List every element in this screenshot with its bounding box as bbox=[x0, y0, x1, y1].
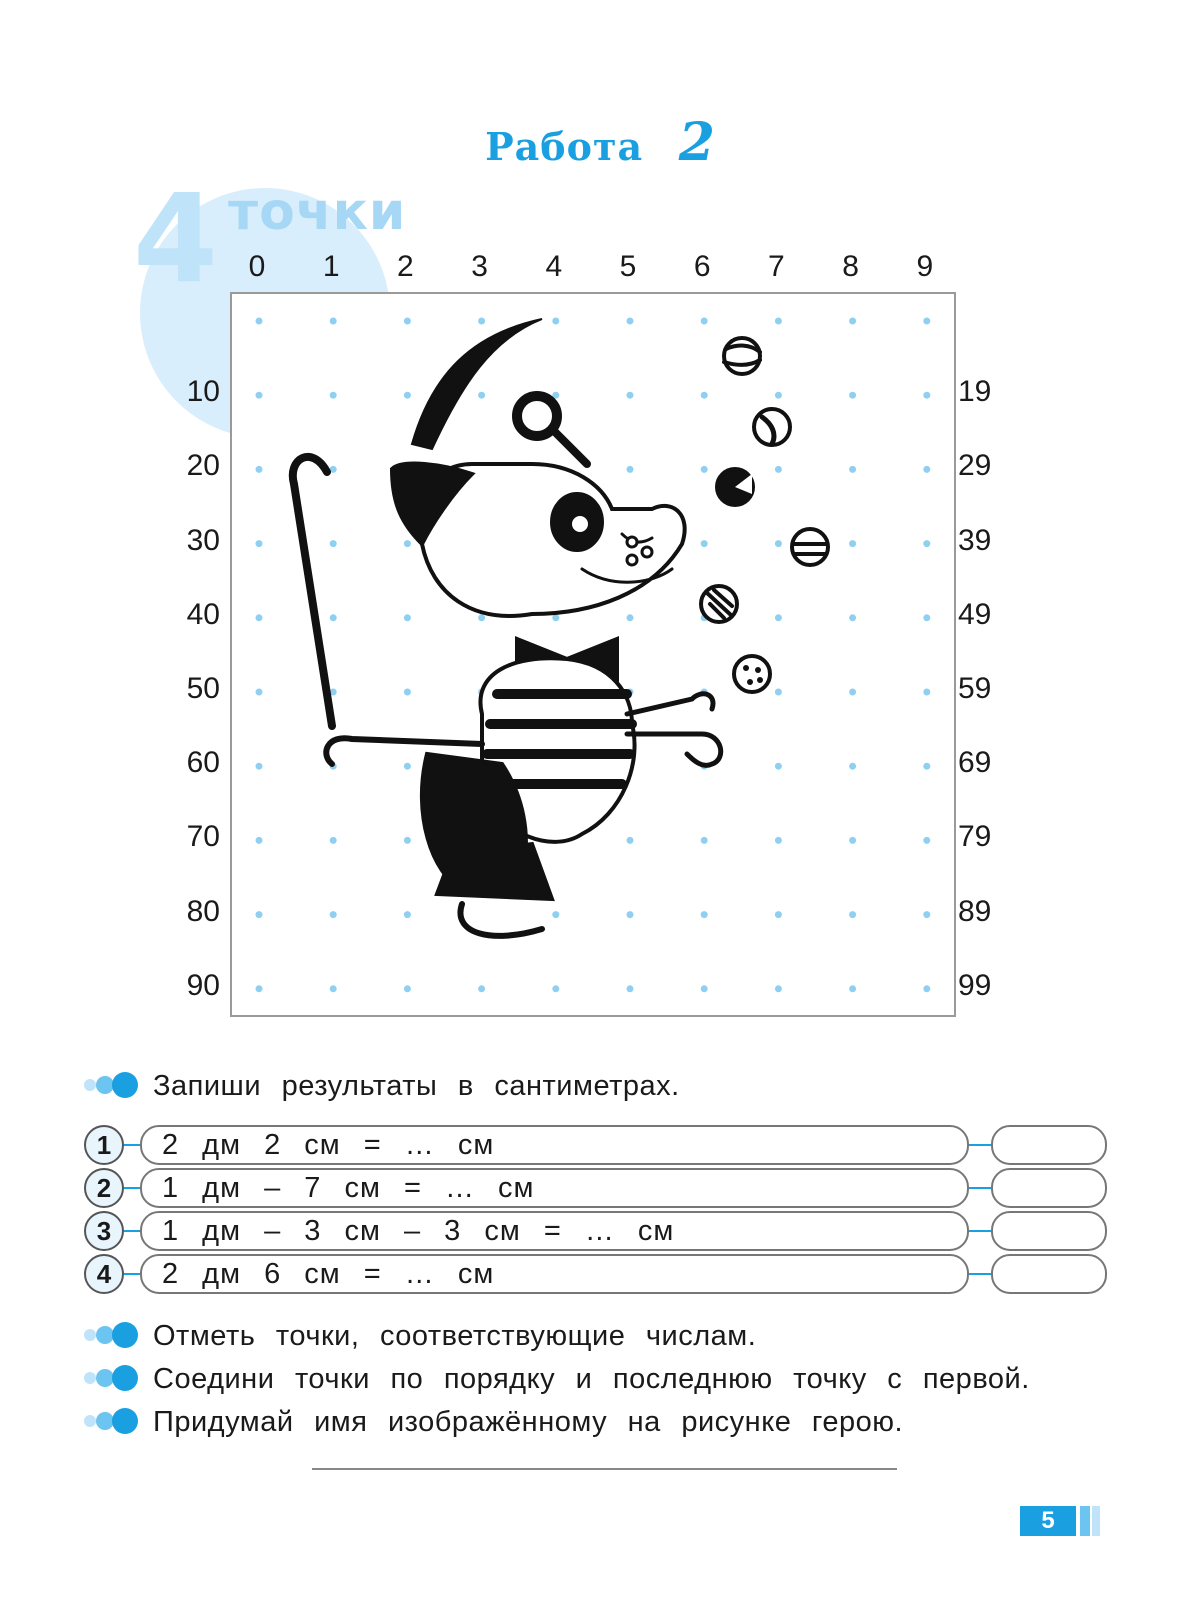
grid-dot[interactable] bbox=[552, 985, 559, 992]
grid-dot[interactable] bbox=[701, 837, 708, 844]
grid-dot[interactable] bbox=[775, 689, 782, 696]
grid-row-label-right: 89 bbox=[958, 894, 992, 928]
answer-field-2[interactable] bbox=[991, 1168, 1107, 1208]
instruction-connect-points: Соедини точки по порядку и последнюю точку с первой. bbox=[153, 1363, 1030, 1395]
grid-column-label: 2 bbox=[397, 250, 414, 283]
grid-dot[interactable] bbox=[627, 466, 634, 473]
grid-dot[interactable] bbox=[552, 318, 559, 325]
grid-dot[interactable] bbox=[775, 614, 782, 621]
grid-dot[interactable] bbox=[849, 318, 856, 325]
grid-dot[interactable] bbox=[849, 689, 856, 696]
grid-dot[interactable] bbox=[256, 689, 263, 696]
grid-dot[interactable] bbox=[256, 614, 263, 621]
grid-dot[interactable] bbox=[923, 911, 930, 918]
instruction-mark-points: Отметь точки, соответствующие числам. bbox=[153, 1320, 757, 1352]
task-row-4 bbox=[84, 1254, 1084, 1294]
grid-dot[interactable] bbox=[404, 837, 411, 844]
grid-dot[interactable] bbox=[256, 763, 263, 770]
connector bbox=[124, 1230, 140, 1232]
grid-dot[interactable] bbox=[849, 392, 856, 399]
grid-row-label-right: 79 bbox=[958, 820, 992, 854]
grid-dot[interactable] bbox=[923, 392, 930, 399]
grid-column-label: 9 bbox=[916, 250, 934, 283]
title-number: 2 bbox=[678, 112, 715, 173]
instruction-name-hero: Придумай имя изображённому на рисунке герою. bbox=[153, 1406, 904, 1438]
grid-dot[interactable] bbox=[256, 837, 263, 844]
grid-dot[interactable] bbox=[923, 540, 930, 547]
dog-drawing bbox=[293, 319, 828, 936]
grid-dot[interactable] bbox=[330, 837, 337, 844]
grid-dot[interactable] bbox=[404, 318, 411, 325]
grid-dot[interactable] bbox=[627, 392, 634, 399]
grid-row-label-right: 19 bbox=[958, 375, 992, 409]
grid-dot[interactable] bbox=[627, 318, 634, 325]
grid-column-label: 4 bbox=[545, 250, 563, 283]
task-expression-box bbox=[140, 1254, 969, 1294]
grid-column-label: 1 bbox=[322, 250, 340, 283]
grid-dot[interactable] bbox=[923, 763, 930, 770]
grid-dot[interactable] bbox=[701, 466, 708, 473]
task-row-3 bbox=[84, 1211, 1084, 1251]
grid-dot[interactable] bbox=[330, 540, 337, 547]
task-expression-box bbox=[140, 1125, 969, 1165]
task-number: 2 bbox=[84, 1168, 124, 1208]
grid-dot[interactable] bbox=[256, 318, 263, 325]
grid-dot[interactable] bbox=[478, 614, 485, 621]
bullet-icon bbox=[84, 1406, 142, 1436]
grid-dot[interactable] bbox=[775, 763, 782, 770]
task-expression-box bbox=[140, 1168, 969, 1208]
connector bbox=[124, 1144, 140, 1146]
grid-dot[interactable] bbox=[701, 911, 708, 918]
grid-row-label-right: 39 bbox=[958, 523, 992, 557]
grid-dot[interactable] bbox=[330, 392, 337, 399]
bullet-icon bbox=[84, 1320, 142, 1350]
task-expression-box bbox=[140, 1211, 969, 1251]
grid-dot[interactable] bbox=[404, 911, 411, 918]
task-number: 4 bbox=[84, 1254, 124, 1294]
grid-dot[interactable] bbox=[256, 985, 263, 992]
badge-word: точки bbox=[228, 182, 407, 242]
grid-column-label: 3 bbox=[471, 250, 488, 283]
grid-svg bbox=[232, 294, 954, 1015]
title-word: Работа bbox=[485, 124, 644, 169]
bullet-icon bbox=[84, 1070, 142, 1100]
grid-row-label-left: 20 bbox=[186, 449, 220, 483]
task-expression: 2 дм 2 см = … см bbox=[162, 1129, 495, 1161]
grid-dot[interactable] bbox=[775, 392, 782, 399]
connector bbox=[969, 1144, 991, 1146]
grid-dot[interactable] bbox=[775, 985, 782, 992]
grid-dot[interactable] bbox=[478, 318, 485, 325]
grid-dot[interactable] bbox=[701, 540, 708, 547]
bullet-icon bbox=[84, 1363, 142, 1393]
grid-row-label-right: 99 bbox=[958, 968, 992, 1002]
grid-column-label: 0 bbox=[248, 250, 266, 283]
page-number: 5 bbox=[1020, 1506, 1076, 1536]
grid-dot[interactable] bbox=[923, 318, 930, 325]
grid-dot[interactable] bbox=[256, 392, 263, 399]
grid-dot[interactable] bbox=[627, 985, 634, 992]
grid-row-label-left: 60 bbox=[186, 746, 220, 780]
grid-dot[interactable] bbox=[701, 985, 708, 992]
answer-field-3[interactable] bbox=[991, 1211, 1107, 1251]
grid-dot[interactable] bbox=[923, 837, 930, 844]
page-title bbox=[0, 112, 1200, 173]
grid-dot[interactable] bbox=[330, 614, 337, 621]
task-expression: 2 дм 6 см = … см bbox=[162, 1258, 495, 1290]
grid-dot[interactable] bbox=[256, 466, 263, 473]
task-row-1 bbox=[84, 1125, 1084, 1165]
grid-dot[interactable] bbox=[923, 985, 930, 992]
grid-row-label-right: 59 bbox=[958, 672, 992, 705]
grid-dot[interactable] bbox=[627, 911, 634, 918]
grid-dot[interactable] bbox=[330, 911, 337, 918]
grid-dot[interactable] bbox=[849, 985, 856, 992]
grid-column-label: 5 bbox=[619, 250, 637, 283]
grid-dot[interactable] bbox=[330, 985, 337, 992]
grid-column-label: 6 bbox=[693, 250, 711, 283]
grid-dot[interactable] bbox=[923, 466, 930, 473]
grid-dot[interactable] bbox=[775, 318, 782, 325]
task-row-2 bbox=[84, 1168, 1084, 1208]
connector bbox=[969, 1273, 991, 1275]
grid-dot[interactable] bbox=[849, 763, 856, 770]
connector bbox=[969, 1187, 991, 1189]
grid-dot[interactable] bbox=[923, 614, 930, 621]
page-strip bbox=[1092, 1506, 1100, 1536]
grid-dot[interactable] bbox=[849, 911, 856, 918]
grid-row-label-left: 90 bbox=[186, 968, 220, 1002]
instruction-write-results: Запиши результаты в сантиметрах. bbox=[153, 1070, 680, 1102]
grid-dot[interactable] bbox=[775, 466, 782, 473]
connector bbox=[969, 1230, 991, 1232]
grid-column-label: 7 bbox=[768, 250, 785, 283]
grid-dot[interactable] bbox=[849, 837, 856, 844]
connector bbox=[124, 1273, 140, 1275]
dot-grid bbox=[230, 292, 956, 1017]
grid-dot[interactable] bbox=[627, 837, 634, 844]
task-number: 3 bbox=[84, 1211, 124, 1251]
task-expression: 1 дм – 3 см – 3 см = … см bbox=[162, 1215, 675, 1247]
grid-dot[interactable] bbox=[478, 392, 485, 399]
page-strip bbox=[1080, 1506, 1090, 1536]
name-answer-line[interactable] bbox=[312, 1468, 897, 1470]
grid-row-label-left: 70 bbox=[186, 820, 220, 854]
grid-dot[interactable] bbox=[404, 985, 411, 992]
grid-row-label-left: 40 bbox=[186, 597, 220, 631]
grid-dot[interactable] bbox=[627, 614, 634, 621]
grid-dot[interactable] bbox=[701, 318, 708, 325]
grid-dot[interactable] bbox=[849, 540, 856, 547]
grid-dot[interactable] bbox=[404, 689, 411, 696]
grid-dot[interactable] bbox=[552, 911, 559, 918]
grid-dot[interactable] bbox=[775, 837, 782, 844]
grid-row-label-right: 69 bbox=[958, 746, 992, 780]
grid-row-label-right: 29 bbox=[958, 449, 992, 483]
task-number: 1 bbox=[84, 1125, 124, 1165]
grid-column-label: 8 bbox=[842, 250, 859, 283]
grid-dot[interactable] bbox=[404, 763, 411, 770]
grid-dot[interactable] bbox=[552, 614, 559, 621]
grid-dot[interactable] bbox=[330, 318, 337, 325]
grid-row-label-right: 49 bbox=[958, 597, 992, 631]
grid-dot[interactable] bbox=[404, 614, 411, 621]
answer-field-1[interactable] bbox=[991, 1125, 1107, 1165]
grid-dot[interactable] bbox=[775, 911, 782, 918]
grid-dot[interactable] bbox=[478, 985, 485, 992]
grid-dot[interactable] bbox=[404, 392, 411, 399]
grid-dot[interactable] bbox=[701, 392, 708, 399]
grid-dot[interactable] bbox=[923, 689, 930, 696]
connector bbox=[124, 1187, 140, 1189]
grid-row-label-left: 10 bbox=[186, 375, 220, 409]
task-expression: 1 дм – 7 см = … см bbox=[162, 1172, 535, 1204]
answer-field-4[interactable] bbox=[991, 1254, 1107, 1294]
grid-dot[interactable] bbox=[256, 540, 263, 547]
badge-number: 4 bbox=[133, 168, 218, 310]
grid-dot[interactable] bbox=[775, 540, 782, 547]
grid-dot[interactable] bbox=[404, 540, 411, 547]
grid-row-label-left: 50 bbox=[186, 672, 220, 705]
grid-dot[interactable] bbox=[256, 911, 263, 918]
grid-dot[interactable] bbox=[849, 614, 856, 621]
grid-row-label-left: 30 bbox=[186, 523, 220, 557]
grid-row-label-left: 80 bbox=[186, 894, 220, 928]
grid-dot[interactable] bbox=[849, 466, 856, 473]
